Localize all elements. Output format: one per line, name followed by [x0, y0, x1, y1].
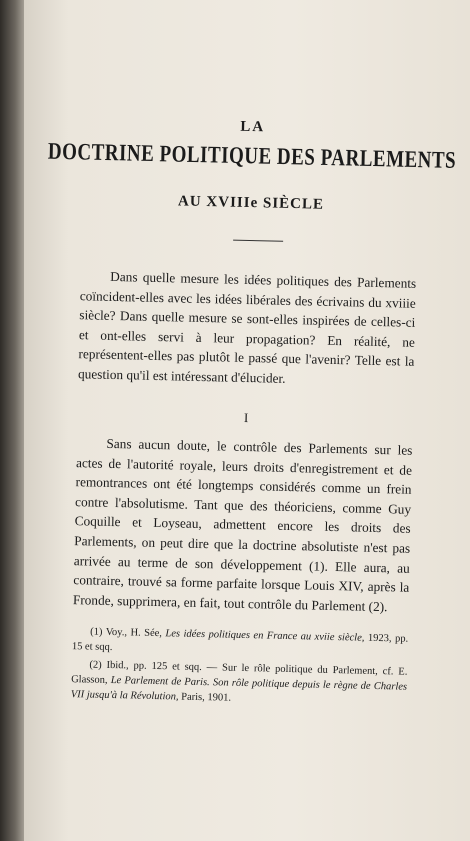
intro-paragraph: Dans quelle mesure les idées politiques des Parlements coïncident-elles avec les idées libérales des écrivains du xviiie siècle? Dans quelle mesure se sont-elles inspirées de celles-ci et ont-elles servi à leur propagation? En réalité, ne représentent-elles pas plutôt le passé que l'avenir? Telle est la question qu'il est intéressant d'élucider. [77, 268, 417, 386]
footnotes [71, 624, 409, 713]
page-title: DOCTRINE POLITIQUE DES PARLEMENTS [47, 138, 457, 175]
section-number: I [243, 409, 249, 426]
page-content [24, 0, 470, 841]
title-separator-rule [233, 240, 283, 242]
footnote-marker: (1) [90, 626, 103, 638]
title-article: LA [240, 118, 266, 136]
footnote-prefix: Voy., H. Sée, [105, 626, 163, 640]
title-century: AU XVIIIe SIÈCLE [177, 193, 325, 213]
book-page [24, 0, 470, 841]
footnote-suffix: Paris, 1901. [181, 691, 232, 704]
footnote-marker: (2) [89, 659, 102, 671]
footnote-suffix: 1923, pp. 15 et sqq. [71, 632, 409, 654]
footnote-1 [72, 624, 409, 662]
footnote-work-title: Les idées politiques en France au xviie siècle, [165, 628, 365, 644]
footnote-prefix: Ibid., pp. 125 et sqq. — Sur le rôle politique du Parlement, cf. E. Glasson, [70, 659, 408, 686]
footnote-2 [71, 657, 408, 710]
footnote-work-title: Le Parlement de Paris. Son rôle politique depuis le règne de Charles VII jusqu'à la Révolution, [70, 674, 408, 703]
body-paragraph: Sans aucun doute, le contrôle des Parlements sur les actes de l'autorité royale, leurs droits d'enregistrement et de remontrances ont été longtemps considérés comme un frein contre l'absolutisme. Tant que des théoriciens, comme Guy Coquille et Loyseau, admettent encore les droits des Parlements, on peut dire que la doctrine absolutiste n'est pas arrivée au terme de son développement (1). Elle aura, au contraire, trouvé sa forme parfaite lorsque Louis XIV, après la Fronde, supprimera, en fait, tout contrôle du Parlement (2). [72, 435, 413, 614]
